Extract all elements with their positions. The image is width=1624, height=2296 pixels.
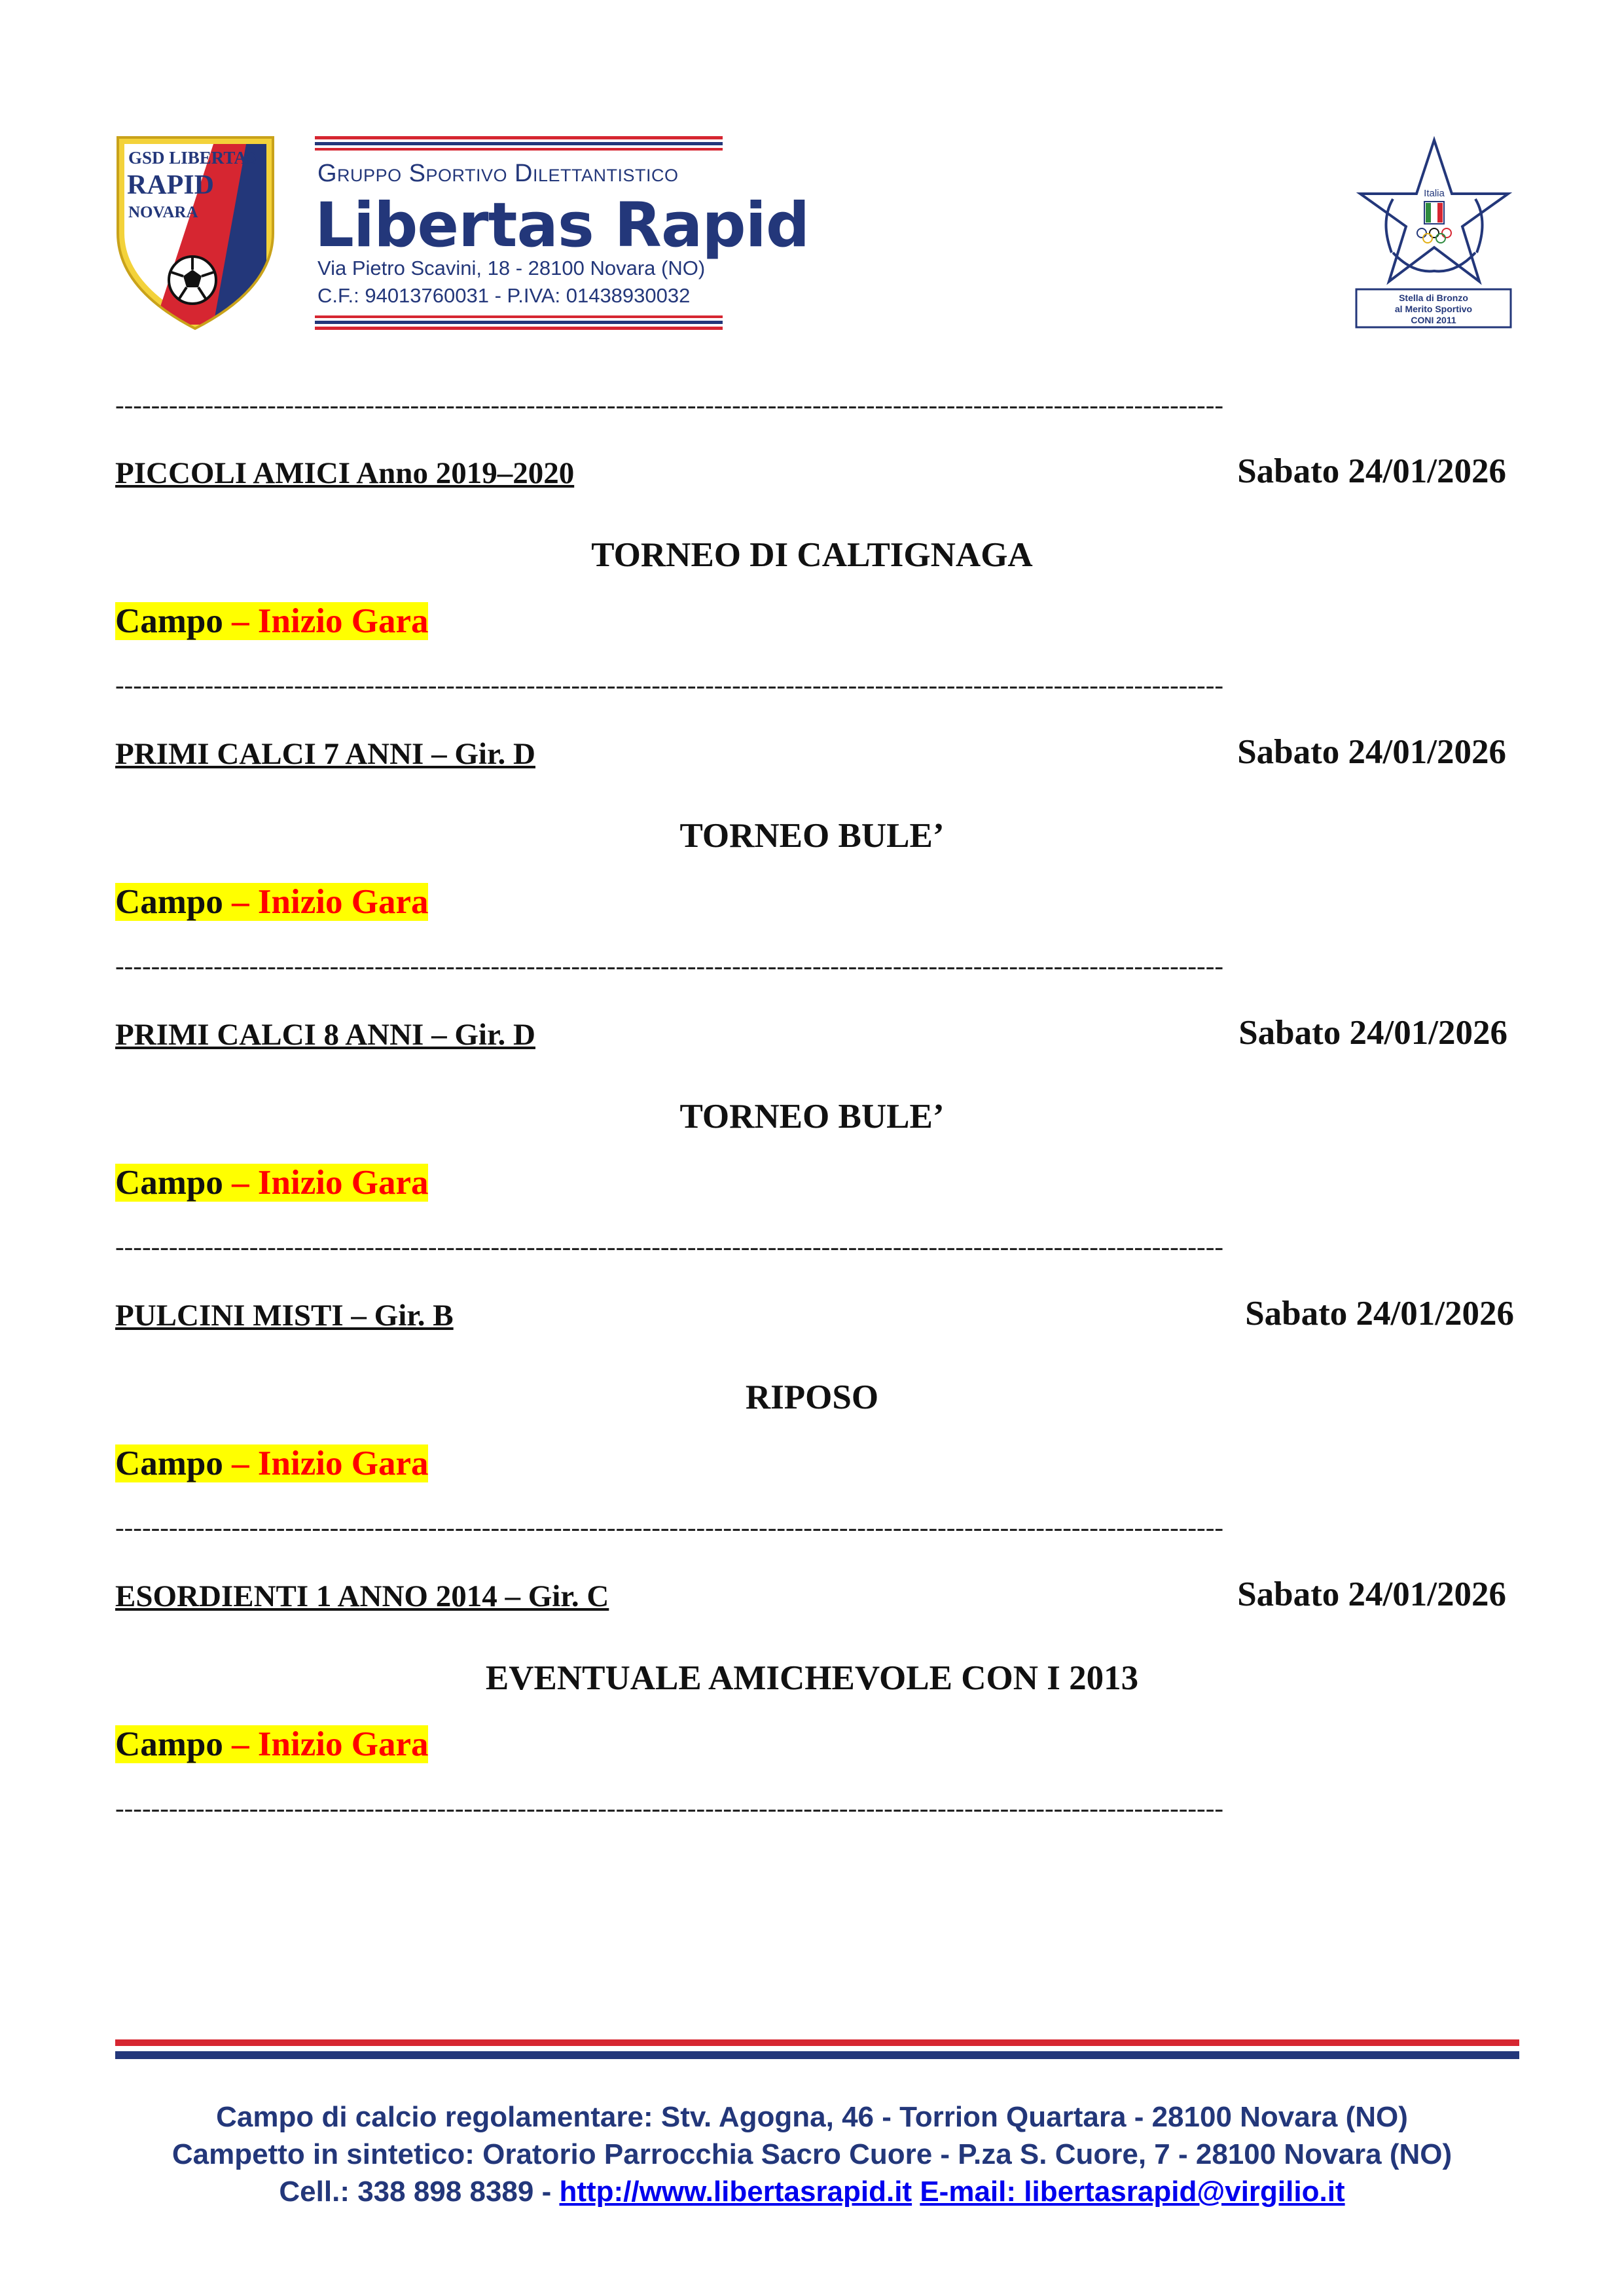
- banner-title: Gruppo Sportivo Dilettantistico: [317, 160, 679, 187]
- campo-label: Campo: [115, 1725, 223, 1763]
- award-line1: Stella di Bronzo: [1399, 293, 1468, 303]
- campo-line: [115, 882, 428, 922]
- match-date: Sabato 24/01/2026: [1245, 1295, 1514, 1333]
- footer-contacts: [0, 2176, 1624, 2208]
- campo-dash: –: [223, 1725, 258, 1763]
- footer-phone: Cell.: 338 898 8389 -: [279, 2176, 560, 2208]
- match-date: Sabato 24/01/2026: [1238, 1014, 1507, 1052]
- category-heading: PICCOLI AMICI Anno 2019–2020: [115, 456, 575, 490]
- dashed-separator: ----------------------------------------------------------------------------------------------------------------------------: [115, 390, 1224, 419]
- club-banner: [315, 135, 810, 331]
- campo-label: Campo: [115, 1444, 223, 1482]
- campo-line: [115, 1444, 428, 1483]
- shield-line1: GSD LIBERTAS: [128, 148, 257, 168]
- campo-line: [115, 601, 428, 641]
- campo-dash: –: [223, 883, 258, 921]
- campo-label: Campo: [115, 883, 223, 921]
- award-line2: al Merito Sportivo: [1394, 304, 1473, 314]
- email-link[interactable]: E-mail: libertasrapid@virgilio.it: [920, 2176, 1345, 2208]
- banner-address: Via Pietro Scavini, 18 - 28100 Novara (NO): [317, 257, 706, 279]
- dashed-separator: ----------------------------------------------------------------------------------------------------------------------------: [115, 951, 1224, 980]
- event-title: TORNEO BULE’: [679, 817, 945, 855]
- coni-star-award-logo: [1354, 136, 1515, 332]
- campo-value: Inizio Gara: [257, 883, 429, 921]
- banner-top-stripes: [315, 135, 723, 152]
- event-title: RIPOSO: [745, 1378, 879, 1416]
- campo-value: Inizio Gara: [257, 1444, 429, 1482]
- dashed-separator: ----------------------------------------------------------------------------------------------------------------------------: [115, 670, 1224, 699]
- category-heading: PRIMI CALCI 7 ANNI – Gir. D: [115, 737, 535, 771]
- shield-line2: RAPID: [127, 170, 214, 200]
- campo-dash: –: [223, 1164, 258, 1202]
- category-heading: ESORDIENTI 1 ANNO 2014 – Gir. C: [115, 1579, 609, 1613]
- footer-stripes: [115, 2039, 1519, 2062]
- match-date: Sabato 24/01/2026: [1237, 1575, 1506, 1613]
- category-heading: PULCINI MISTI – Gir. B: [115, 1299, 454, 1333]
- campo-label: Campo: [115, 1164, 223, 1202]
- dashed-separator: ----------------------------------------------------------------------------------------------------------------------------: [115, 1793, 1224, 1822]
- dashed-separator: ----------------------------------------------------------------------------------------------------------------------------: [115, 1232, 1224, 1261]
- award-line3: CONI 2011: [1411, 315, 1456, 325]
- campo-line: [115, 1163, 428, 1202]
- soccer-ball-icon: [169, 257, 216, 304]
- campo-value: Inizio Gara: [257, 1164, 429, 1202]
- olympic-rings-icon: [1417, 202, 1451, 243]
- club-shield-logo: [115, 135, 276, 331]
- footer-synthetic-field-address: Campetto in sintetico: Oratorio Parrocchia Sacro Cuore - P.za S. Cuore, 7 - 28100 Novara (NO): [171, 2138, 1453, 2170]
- dashed-separator: ----------------------------------------------------------------------------------------------------------------------------: [115, 1513, 1224, 1541]
- campo-value: Inizio Gara: [257, 602, 429, 640]
- campo-dash: –: [223, 1444, 258, 1482]
- campo-line: [115, 1725, 428, 1764]
- footer-field-address: Campo di calcio regolamentare: Stv. Agogna, 46 - Torrion Quartara - 28100 Novara (NO): [216, 2101, 1408, 2133]
- campo-value: Inizio Gara: [257, 1725, 429, 1763]
- website-link[interactable]: http://www.libertasrapid.it: [559, 2176, 912, 2208]
- banner-fiscal-codes: C.F.: 94013760031 - P.IVA: 01438930032: [317, 284, 691, 307]
- award-country: Italia: [1424, 188, 1445, 199]
- event-title: EVENTUALE AMICHEVOLE CON I 2013: [485, 1659, 1139, 1697]
- match-date: Sabato 24/01/2026: [1237, 452, 1506, 490]
- banner-bottom-stripes: [315, 314, 723, 331]
- event-title: TORNEO DI CALTIGNAGA: [591, 536, 1033, 574]
- campo-dash: –: [223, 602, 258, 640]
- category-heading: PRIMI CALCI 8 ANNI – Gir. D: [115, 1018, 535, 1052]
- match-date: Sabato 24/01/2026: [1237, 733, 1506, 771]
- banner-club-name: Libertas Rapid: [315, 190, 810, 261]
- shield-line3: NOVARA: [128, 204, 198, 221]
- event-title: TORNEO BULE’: [679, 1098, 945, 1136]
- campo-label: Campo: [115, 602, 223, 640]
